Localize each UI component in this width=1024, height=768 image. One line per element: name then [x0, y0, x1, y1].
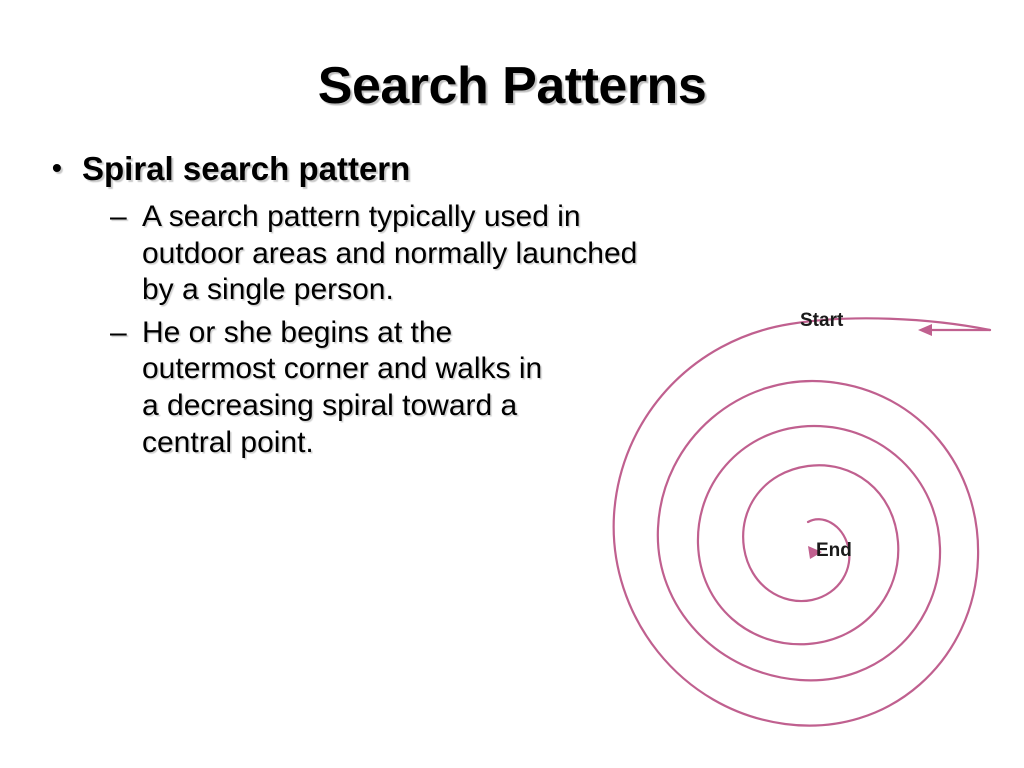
bullet-marker: – — [110, 315, 127, 349]
bullet-level2 — [110, 199, 672, 309]
bullet-text: He or she begins at the outermost corner and walks in a decreasing spiral toward a central point. — [142, 315, 543, 459]
bullet-text: A search pattern typically used in outdoor areas and normally launched by a single person. — [142, 199, 638, 307]
start-arrowhead — [918, 324, 932, 336]
slide-body — [52, 150, 672, 467]
end-label: End — [816, 540, 852, 561]
spiral-search-diagram — [600, 300, 1000, 748]
bullet-marker: – — [110, 199, 127, 233]
bullet-text: Spiral search pattern — [82, 150, 411, 187]
page-title: Search Patterns — [317, 57, 707, 115]
start-label: Start — [800, 310, 844, 331]
spiral-illustration — [600, 300, 1000, 748]
bullet-level2 — [110, 315, 672, 461]
bullet-level1 — [52, 150, 672, 189]
bullet-marker: • — [52, 152, 62, 183]
